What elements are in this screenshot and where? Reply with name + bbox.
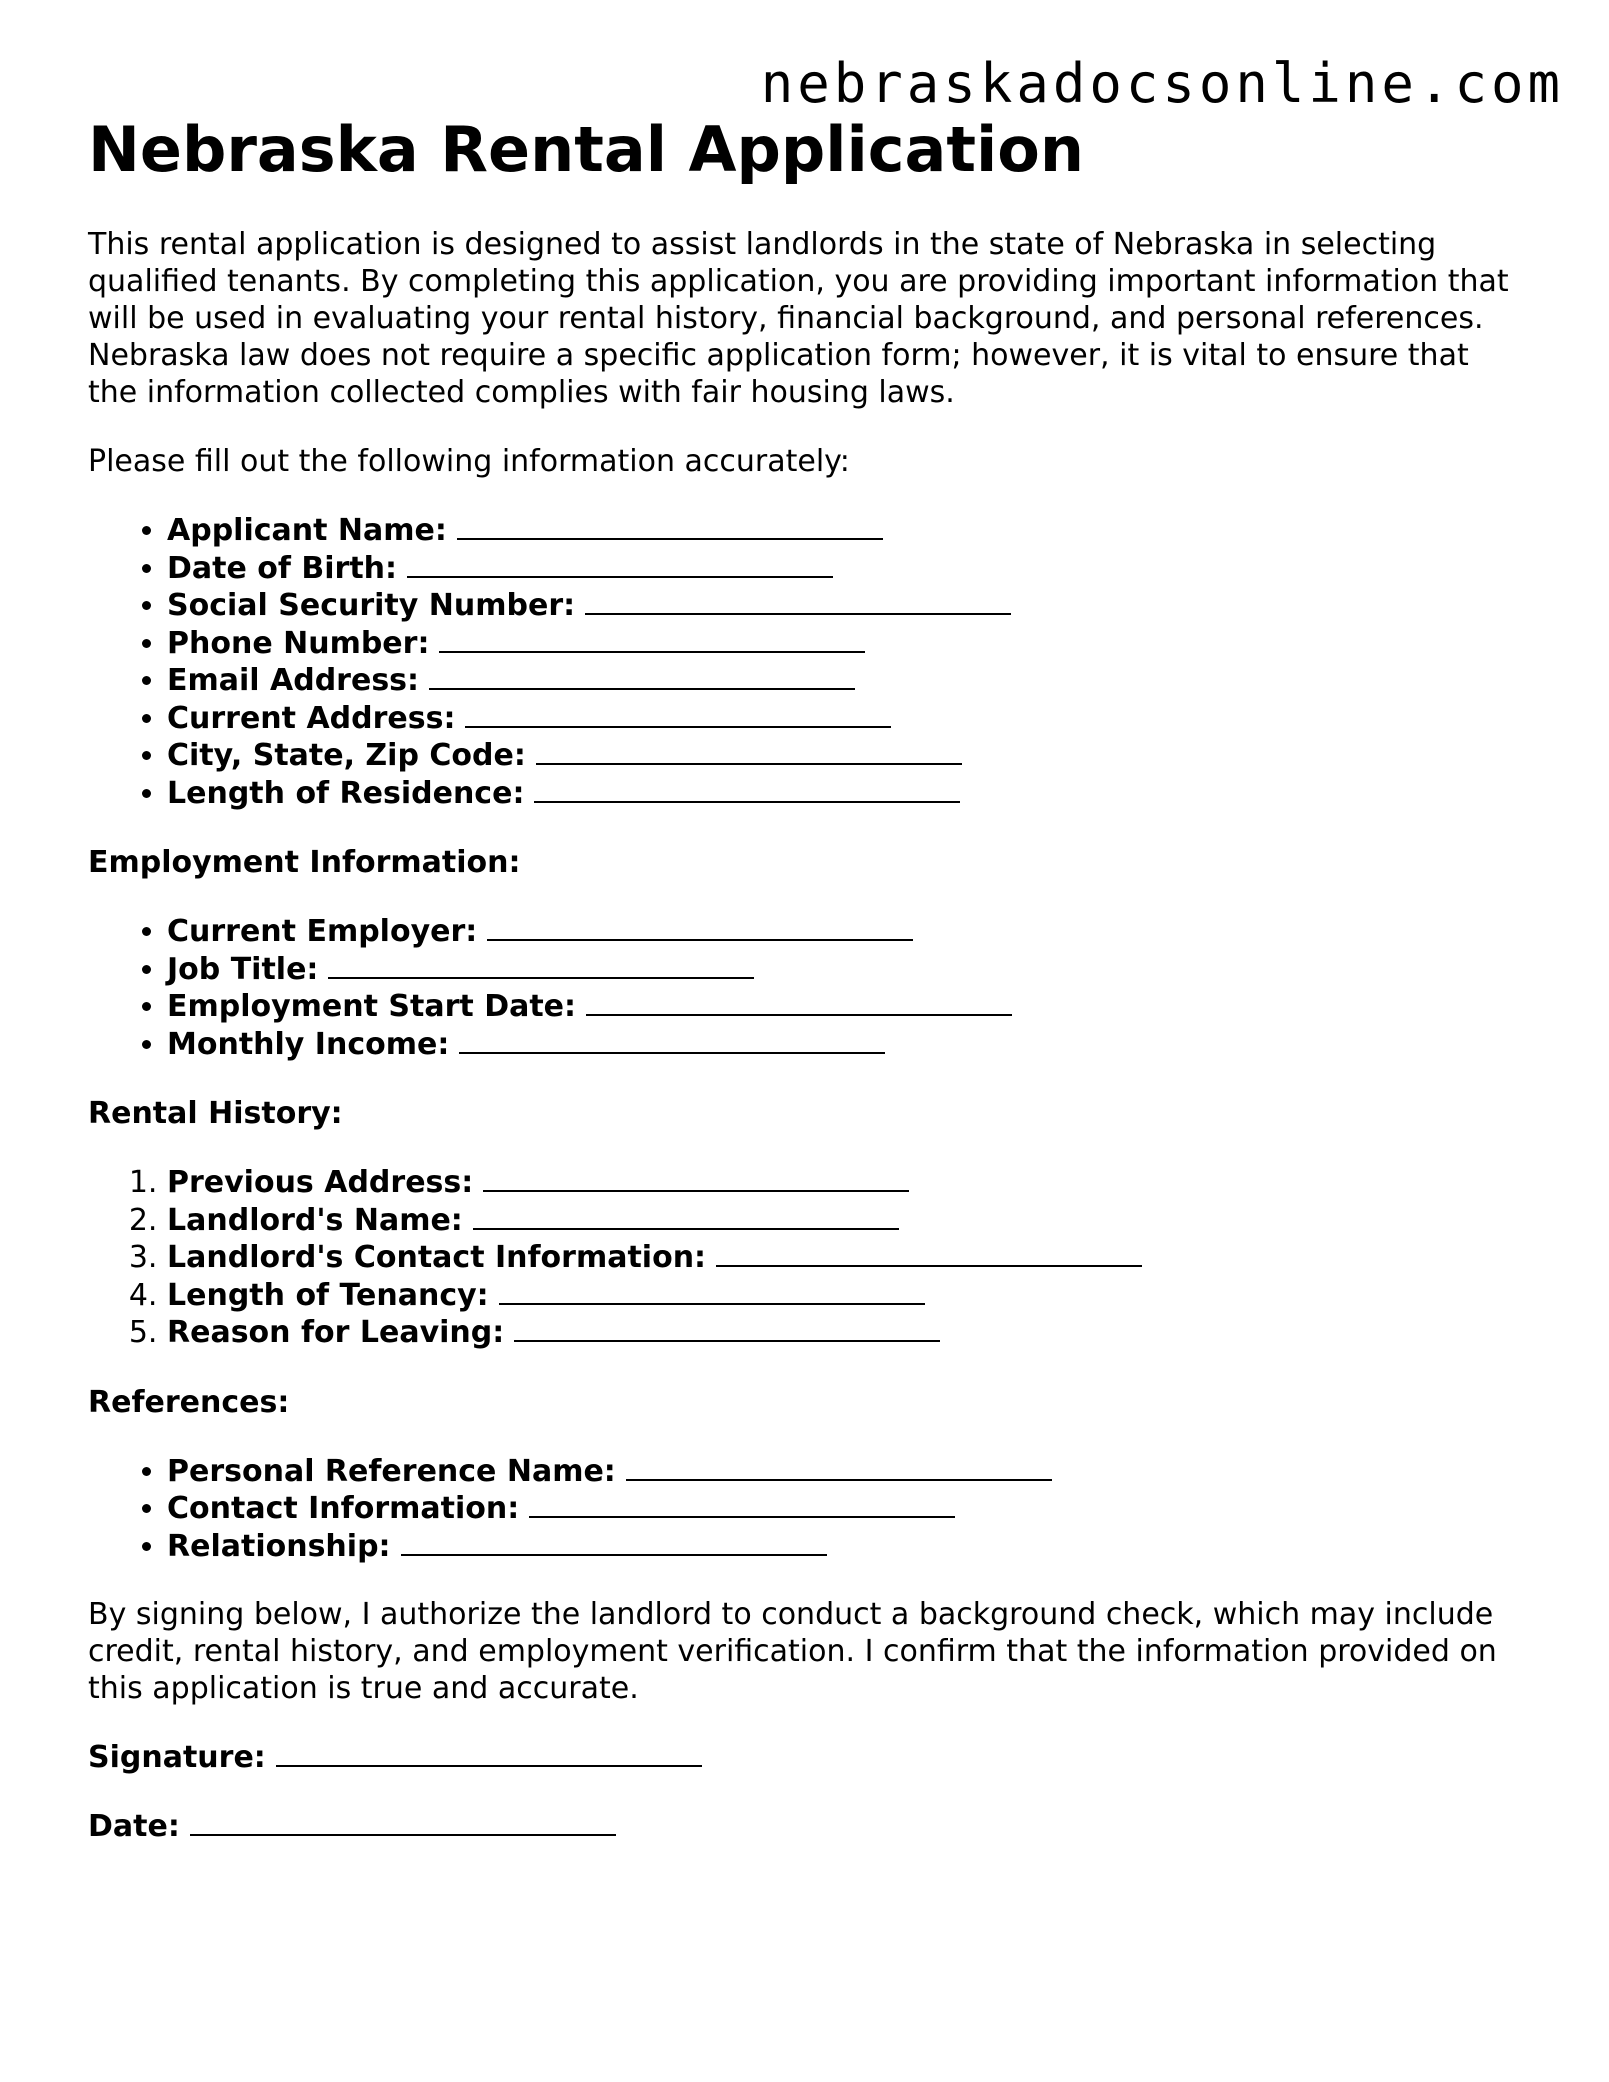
city-state-zip-field: [167, 737, 1518, 775]
field-label: Job Title:: [167, 951, 319, 987]
field-label: Current Employer:: [167, 914, 478, 949]
email-address-field: [167, 662, 1518, 700]
employment-start-date-blank[interactable]: [586, 1013, 1012, 1016]
length-of-residence-field: [167, 775, 1518, 813]
field-label: Relationship:: [167, 1528, 391, 1564]
references-fields-list: [88, 1453, 1518, 1566]
current-employer-blank[interactable]: [487, 938, 913, 941]
email-address-blank[interactable]: [429, 687, 855, 690]
signature-blank[interactable]: [276, 1764, 702, 1767]
field-label: Contact Information:: [167, 1491, 520, 1526]
applicant-name-field: [167, 512, 1518, 550]
landlord-contact-blank[interactable]: [716, 1264, 1142, 1267]
landlord-contact-field: [167, 1239, 1518, 1277]
field-label: Email Address:: [167, 663, 420, 698]
field-label: Current Address:: [167, 700, 456, 736]
job-title-field: [167, 951, 1518, 989]
personal-reference-name-blank[interactable]: [626, 1478, 1052, 1481]
rental-history-heading: Rental History:: [88, 1096, 343, 1131]
date-of-birth-field: [167, 550, 1518, 588]
reason-for-leaving-field: [167, 1314, 1518, 1352]
page-title: Nebraska Rental Application: [88, 113, 1084, 186]
personal-reference-name-field: [167, 1453, 1518, 1491]
field-label: Employment Start Date:: [167, 989, 577, 1024]
length-of-tenancy-field: [167, 1277, 1518, 1315]
applicant-name-blank[interactable]: [457, 537, 883, 540]
document-page: [88, 110, 1518, 1845]
applicant-fields-list: [88, 512, 1518, 812]
field-label: Landlord's Contact Information:: [167, 1240, 707, 1275]
reason-for-leaving-blank[interactable]: [514, 1339, 940, 1342]
current-address-blank[interactable]: [465, 725, 891, 728]
reference-contact-blank[interactable]: [529, 1515, 955, 1518]
length-of-tenancy-blank[interactable]: [499, 1302, 925, 1305]
field-label: Previous Address:: [167, 1165, 474, 1200]
field-label: City, State, Zip Code:: [167, 738, 526, 773]
fill-instructions: Please fill out the following information accurately:: [88, 444, 850, 479]
reference-contact-field: [167, 1490, 1518, 1528]
field-label: Monthly Income:: [167, 1026, 450, 1062]
rental-history-fields-list: [88, 1164, 1518, 1352]
ssn-blank[interactable]: [585, 612, 1011, 615]
signature-line: [88, 1739, 1518, 1776]
field-label: Length of Residence:: [167, 775, 525, 811]
date-label: Date:: [88, 1809, 180, 1844]
current-employer-field: [167, 913, 1518, 951]
city-state-zip-blank[interactable]: [536, 762, 962, 765]
date-line: [88, 1808, 1518, 1845]
length-of-residence-blank[interactable]: [534, 800, 960, 803]
date-blank[interactable]: [190, 1833, 616, 1836]
references-heading: References:: [88, 1384, 290, 1420]
intro-paragraph: This rental application is designed to assist landlords in the state of Nebraska in selecting qualified tenants. By completing this application, you are providing important information that will be used in evaluating your rental history, financial background, and personal references. Nebraska law does not require a specific application form; however, it is vital to ensure that the information collected complies with fair housing laws.: [88, 227, 1509, 410]
previous-address-blank[interactable]: [483, 1189, 909, 1192]
employment-fields-list: [88, 913, 1518, 1063]
monthly-income-blank[interactable]: [459, 1051, 885, 1054]
field-label: Reason for Leaving:: [167, 1315, 505, 1350]
field-label: Phone Number:: [167, 625, 430, 661]
monthly-income-field: [167, 1026, 1518, 1064]
previous-address-field: [167, 1164, 1518, 1202]
field-label: Landlord's Name:: [167, 1202, 463, 1238]
watermark: nebraskadocsonline.com: [760, 52, 1564, 115]
employment-heading: Employment Information:: [88, 845, 521, 880]
landlord-name-blank[interactable]: [473, 1227, 899, 1230]
phone-number-field: [167, 625, 1518, 663]
ssn-field: [167, 587, 1518, 625]
relationship-blank[interactable]: [401, 1553, 827, 1556]
field-label: Applicant Name:: [167, 513, 447, 548]
date-of-birth-blank[interactable]: [407, 575, 833, 578]
authorization-paragraph: By signing below, I authorize the landlord to conduct a background check, which may include credit, rental history, and employment verification. I confirm that the information provided on this application is true and accurate.: [88, 1597, 1497, 1706]
current-address-field: [167, 700, 1518, 738]
landlord-name-field: [167, 1202, 1518, 1240]
field-label: Personal Reference Name:: [167, 1453, 616, 1489]
phone-number-blank[interactable]: [439, 650, 865, 653]
field-label: Social Security Number:: [167, 588, 576, 623]
field-label: Length of Tenancy:: [167, 1277, 489, 1313]
field-label: Date of Birth:: [167, 550, 398, 586]
signature-label: Signature:: [88, 1740, 266, 1775]
job-title-blank[interactable]: [328, 976, 754, 979]
relationship-field: [167, 1528, 1518, 1566]
employment-start-date-field: [167, 988, 1518, 1026]
